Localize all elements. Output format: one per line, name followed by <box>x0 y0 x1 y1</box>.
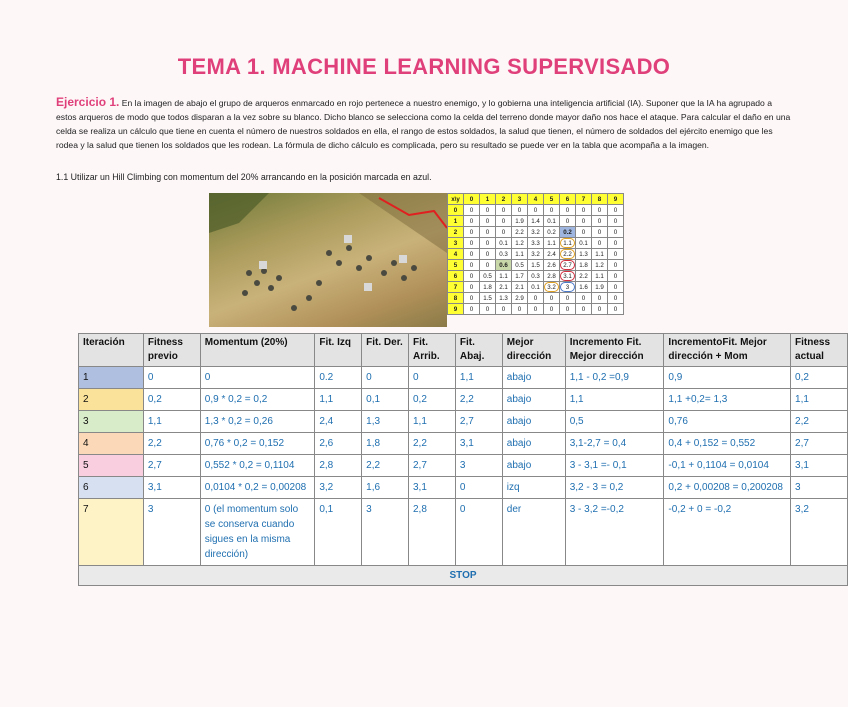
grid-cell: 0 <box>576 205 592 216</box>
table-cell: 2,8 <box>409 499 456 566</box>
table-cell: 0,76 <box>664 411 791 433</box>
table-cell: 0,1 <box>315 499 362 566</box>
table-cell: 0,2 <box>791 367 848 389</box>
grid-cell: 0 <box>544 304 560 315</box>
grid-cell: 1.7 <box>512 271 528 282</box>
grid-cell: 0 <box>608 282 624 293</box>
table-cell: 3 <box>362 499 409 566</box>
grid-cell: 1.8 <box>576 260 592 271</box>
grid-column-header: 9 <box>608 194 624 205</box>
table-cell: 0,2 <box>143 389 200 411</box>
grid-cell: 2.2 <box>512 227 528 238</box>
table-cell: 5 <box>79 455 144 477</box>
grid-cell: 0 <box>464 304 480 315</box>
grid-row-header: 3 <box>448 238 464 249</box>
grid-cell: 2.6 <box>544 260 560 271</box>
table-cell: 0.2 <box>315 367 362 389</box>
grid-row-header: 4 <box>448 249 464 260</box>
grid-cell: 0 <box>480 227 496 238</box>
grid-cell: 2.2 <box>576 271 592 282</box>
table-cell: 0,9 <box>664 367 791 389</box>
table-cell: 0,4 + 0,152 = 0,552 <box>664 433 791 455</box>
table-cell: 1,1 <box>315 389 362 411</box>
table-row <box>79 411 848 433</box>
table-cell: 2,7 <box>455 411 502 433</box>
grid-cell: 1.1 <box>592 271 608 282</box>
table-cell: 0 <box>455 499 502 566</box>
grid-cell: 1.2 <box>592 260 608 271</box>
table-cell: 1,1 <box>455 367 502 389</box>
grid-cell: 0 <box>496 227 512 238</box>
grid-cell: 1.2 <box>512 238 528 249</box>
table-cell: 0,2 + 0,00208 = 0,200208 <box>664 477 791 499</box>
grid-cell: 0 <box>480 304 496 315</box>
table-header: Fit. Arrib. <box>409 334 456 367</box>
grid-row-header: 6 <box>448 271 464 282</box>
table-cell: 0,0104 * 0,2 = 0,00208 <box>200 477 315 499</box>
table-cell: 3,2 <box>315 477 362 499</box>
grid-cell: 2.1 <box>496 282 512 293</box>
grid-cell: 0 <box>608 216 624 227</box>
grid-cell: 3.3 <box>528 238 544 249</box>
table-cell: 2,2 <box>143 433 200 455</box>
table-cell: 0,2 <box>409 389 456 411</box>
grid-cell: 0.3 <box>496 249 512 260</box>
table-header: Fit. Izq <box>315 334 362 367</box>
grid-cell: 0 <box>608 304 624 315</box>
grid-column-header: 5 <box>544 194 560 205</box>
table-cell: 6 <box>79 477 144 499</box>
grid-cell: 0 <box>528 205 544 216</box>
table-cell: abajo <box>502 367 565 389</box>
grid-cell: 3.1 <box>560 271 576 282</box>
grid-cell: 0 <box>592 293 608 304</box>
table-cell: 3 <box>79 411 144 433</box>
table-cell: 1,8 <box>362 433 409 455</box>
grid-cell: 0.1 <box>496 238 512 249</box>
table-header: Fitness previo <box>143 334 200 367</box>
grid-cell: 0 <box>464 227 480 238</box>
grid-cell: 0 <box>576 227 592 238</box>
table-cell: 1,1 - 0,2 =0,9 <box>565 367 664 389</box>
table-cell: 1,3 <box>362 411 409 433</box>
exercise-label: Ejercicio 1. <box>56 95 120 109</box>
grid-row-header: 9 <box>448 304 464 315</box>
table-cell: 0 <box>409 367 456 389</box>
table-cell: 0,5 <box>565 411 664 433</box>
grid-cell: 1.1 <box>496 271 512 282</box>
grid-cell: 0 <box>560 304 576 315</box>
grid-cell: 0.3 <box>528 271 544 282</box>
grid-cell: 0 <box>592 216 608 227</box>
grid-cell: 0 <box>496 216 512 227</box>
table-cell: 3,1 <box>455 433 502 455</box>
grid-cell: 0 <box>464 293 480 304</box>
grid-cell: 2.8 <box>544 271 560 282</box>
grid-column-header: 0 <box>464 194 480 205</box>
grid-cell: 0 <box>480 216 496 227</box>
table-cell: -0,1 + 0,1104 = 0,0104 <box>664 455 791 477</box>
grid-cell: 0 <box>560 216 576 227</box>
damage-grid <box>447 193 624 315</box>
grid-cell: 0 <box>464 238 480 249</box>
table-cell: 1,1 <box>791 389 848 411</box>
table-cell: 2,7 <box>791 433 848 455</box>
table-row <box>79 477 848 499</box>
grid-cell: 1.5 <box>528 260 544 271</box>
table-cell: 0 <box>200 367 315 389</box>
grid-cell: 0 <box>512 304 528 315</box>
table-cell: 1,1 <box>565 389 664 411</box>
table-cell: 2,2 <box>409 433 456 455</box>
table-cell: 0,1 <box>362 389 409 411</box>
grid-cell: 0 <box>608 249 624 260</box>
table-cell: 4 <box>79 433 144 455</box>
grid-cell: 0 <box>576 216 592 227</box>
table-cell: 2,8 <box>315 455 362 477</box>
grid-cell: 0.5 <box>512 260 528 271</box>
grid-cell: 0 <box>512 205 528 216</box>
grid-cell: 0 <box>608 227 624 238</box>
table-header: Fit. Der. <box>362 334 409 367</box>
grid-cell: 0 <box>496 205 512 216</box>
grid-cell: 0.1 <box>544 216 560 227</box>
grid-cell: 0 <box>480 260 496 271</box>
table-cell: 0 <box>362 367 409 389</box>
table-cell: 3,1-2,7 = 0,4 <box>565 433 664 455</box>
grid-cell: 1.9 <box>592 282 608 293</box>
grid-cell: 0 <box>464 282 480 293</box>
grid-cell: 0 <box>608 260 624 271</box>
exercise-paragraph <box>56 95 794 152</box>
task-statement: 1.1 Utilizar un Hill Climbing con momentum del 20% arrancando en la posición marcada en azul. <box>56 172 432 182</box>
table-cell: 3,1 <box>409 477 456 499</box>
table-cell: 1,6 <box>362 477 409 499</box>
table-header: Fit. Abaj. <box>455 334 502 367</box>
grid-column-header: 7 <box>576 194 592 205</box>
grid-cell: 0 <box>544 205 560 216</box>
table-cell: 2,7 <box>143 455 200 477</box>
grid-cell: 0 <box>560 205 576 216</box>
grid-cell: 0 <box>528 293 544 304</box>
grid-column-header: 1 <box>480 194 496 205</box>
table-cell: 0 <box>143 367 200 389</box>
table-cell: 3,1 <box>143 477 200 499</box>
table-cell: 2,2 <box>362 455 409 477</box>
grid-cell: 3 <box>560 282 576 293</box>
grid-cell: 0 <box>464 260 480 271</box>
table-header: Iteración <box>79 334 144 367</box>
grid-row-header: 5 <box>448 260 464 271</box>
grid-cell: 2.1 <box>512 282 528 293</box>
grid-cell: 0 <box>608 271 624 282</box>
table-cell: abajo <box>502 411 565 433</box>
grid-cell: 1.1 <box>512 249 528 260</box>
game-screenshot-image <box>209 193 447 327</box>
grid-cell: 2.7 <box>560 260 576 271</box>
table-cell: 0 (el momentum solo se conserva cuando sigues en la misma dirección) <box>200 499 315 566</box>
table-header: Fitness actual <box>791 334 848 367</box>
table-cell: 2,2 <box>791 411 848 433</box>
table-cell: 0,9 * 0,2 = 0,2 <box>200 389 315 411</box>
grid-cell: 1.9 <box>512 216 528 227</box>
grid-corner-label: x\y <box>448 194 464 205</box>
table-row <box>79 389 848 411</box>
grid-column-header: 2 <box>496 194 512 205</box>
grid-cell: 0.1 <box>528 282 544 293</box>
table-cell: 3,2 - 3 = 0,2 <box>565 477 664 499</box>
grid-cell: 2.9 <box>512 293 528 304</box>
table-header: Mejor dirección <box>502 334 565 367</box>
grid-cell: 2.4 <box>544 249 560 260</box>
table-cell: -0,2 + 0 = -0,2 <box>664 499 791 566</box>
table-cell: 0 <box>455 477 502 499</box>
grid-cell: 0 <box>544 293 560 304</box>
grid-cell: 1.1 <box>592 249 608 260</box>
table-cell: 3,1 <box>791 455 848 477</box>
table-row <box>79 455 848 477</box>
grid-cell: 0 <box>528 304 544 315</box>
grid-cell: 0.6 <box>496 260 512 271</box>
grid-cell: 0 <box>608 293 624 304</box>
grid-column-header: 3 <box>512 194 528 205</box>
table-row <box>79 433 848 455</box>
grid-cell: 1.6 <box>576 282 592 293</box>
table-cell: der <box>502 499 565 566</box>
table-cell: 3 - 3,2 =-0,2 <box>565 499 664 566</box>
grid-cell: 2.2 <box>560 249 576 260</box>
table-cell: 7 <box>79 499 144 566</box>
stop-label: STOP <box>79 566 848 586</box>
grid-cell: 3.2 <box>528 227 544 238</box>
table-cell: 3 <box>455 455 502 477</box>
grid-cell: 0 <box>592 205 608 216</box>
table-cell: 3,2 <box>791 499 848 566</box>
grid-cell: 0.2 <box>544 227 560 238</box>
grid-row-header: 2 <box>448 227 464 238</box>
table-cell: 1 <box>79 367 144 389</box>
table-cell: 2,6 <box>315 433 362 455</box>
grid-cell: 0.2 <box>560 227 576 238</box>
table-cell: 2 <box>79 389 144 411</box>
grid-cell: 1.8 <box>480 282 496 293</box>
grid-cell: 0 <box>592 238 608 249</box>
page-title: TEMA 1. MACHINE LEARNING SUPERVISADO <box>177 54 671 79</box>
grid-cell: 0 <box>480 238 496 249</box>
grid-cell: 0.5 <box>480 271 496 282</box>
grid-cell: 1.1 <box>544 238 560 249</box>
grid-row-header: 0 <box>448 205 464 216</box>
grid-cell: 0 <box>480 249 496 260</box>
grid-cell: 3.2 <box>544 282 560 293</box>
grid-cell: 0 <box>608 205 624 216</box>
grid-cell: 1.5 <box>480 293 496 304</box>
table-header: Momentum (20%) <box>200 334 315 367</box>
grid-cell: 0.1 <box>576 238 592 249</box>
grid-row-header: 1 <box>448 216 464 227</box>
exercise-text: En la imagen de abajo el grupo de arqueros enmarcado en rojo pertenece a nuestro enemigo, y lo gobierna una inteligencia artificial (IA). Suponer que la IA ha agrupado a estos arqueros de modo que todos disparan a la vez sobre su blanco. Dicho blanco se selecciona como la celda del terreno donde mayor daño nos hace el ataque. Para calcular el daño en una celda se realiza un cálculo que tiene en cuenta el número de nuestros soldados en ella, el rango de estos soldados, la salud que tienen, el número de soldados del ejército enemigo que les rodea y la salud que tienen los soldados que les rodean. La fórmula de dicho cálculo es complicada, pero su resultado se puede ver en la tabla que acompaña a la imagen. <box>56 98 791 150</box>
table-cell: 1,1 <box>143 411 200 433</box>
table-cell: izq <box>502 477 565 499</box>
grid-cell: 0 <box>560 293 576 304</box>
table-cell: abajo <box>502 433 565 455</box>
grid-cell: 0 <box>592 304 608 315</box>
table-cell: 0,552 * 0,2 = 0,1104 <box>200 455 315 477</box>
grid-cell: 0 <box>608 238 624 249</box>
grid-cell: 0 <box>464 271 480 282</box>
table-cell: abajo <box>502 389 565 411</box>
grid-row-header: 8 <box>448 293 464 304</box>
grid-cell: 0 <box>464 216 480 227</box>
table-cell: 0,76 * 0,2 = 0,152 <box>200 433 315 455</box>
table-row <box>79 499 848 566</box>
grid-cell: 0 <box>576 293 592 304</box>
table-cell: 1,1 +0,2= 1,3 <box>664 389 791 411</box>
grid-cell: 0 <box>464 249 480 260</box>
table-cell: 2,7 <box>409 455 456 477</box>
grid-cell: 0 <box>464 205 480 216</box>
table-cell: 2,2 <box>455 389 502 411</box>
table-cell: 1,1 <box>409 411 456 433</box>
grid-cell: 0 <box>496 304 512 315</box>
grid-cell: 1.1 <box>560 238 576 249</box>
hill-climbing-table <box>78 333 848 586</box>
table-cell: 3 <box>143 499 200 566</box>
grid-column-header: 6 <box>560 194 576 205</box>
grid-column-header: 4 <box>528 194 544 205</box>
table-cell: 1,3 * 0,2 = 0,26 <box>200 411 315 433</box>
table-cell: 2,4 <box>315 411 362 433</box>
grid-cell: 1.3 <box>496 293 512 304</box>
table-header: Incremento Fit. Mejor dirección <box>565 334 664 367</box>
table-row <box>79 367 848 389</box>
grid-cell: 1.4 <box>528 216 544 227</box>
grid-cell: 1.3 <box>576 249 592 260</box>
grid-cell: 0 <box>576 304 592 315</box>
grid-cell: 0 <box>480 205 496 216</box>
grid-column-header: 8 <box>592 194 608 205</box>
grid-cell: 3.2 <box>528 249 544 260</box>
table-cell: abajo <box>502 455 565 477</box>
grid-cell: 0 <box>592 227 608 238</box>
table-cell: 3 - 3,1 =- 0,1 <box>565 455 664 477</box>
grid-row-header: 7 <box>448 282 464 293</box>
table-header: IncrementoFit. Mejor dirección + Mom <box>664 334 791 367</box>
table-cell: 3 <box>791 477 848 499</box>
